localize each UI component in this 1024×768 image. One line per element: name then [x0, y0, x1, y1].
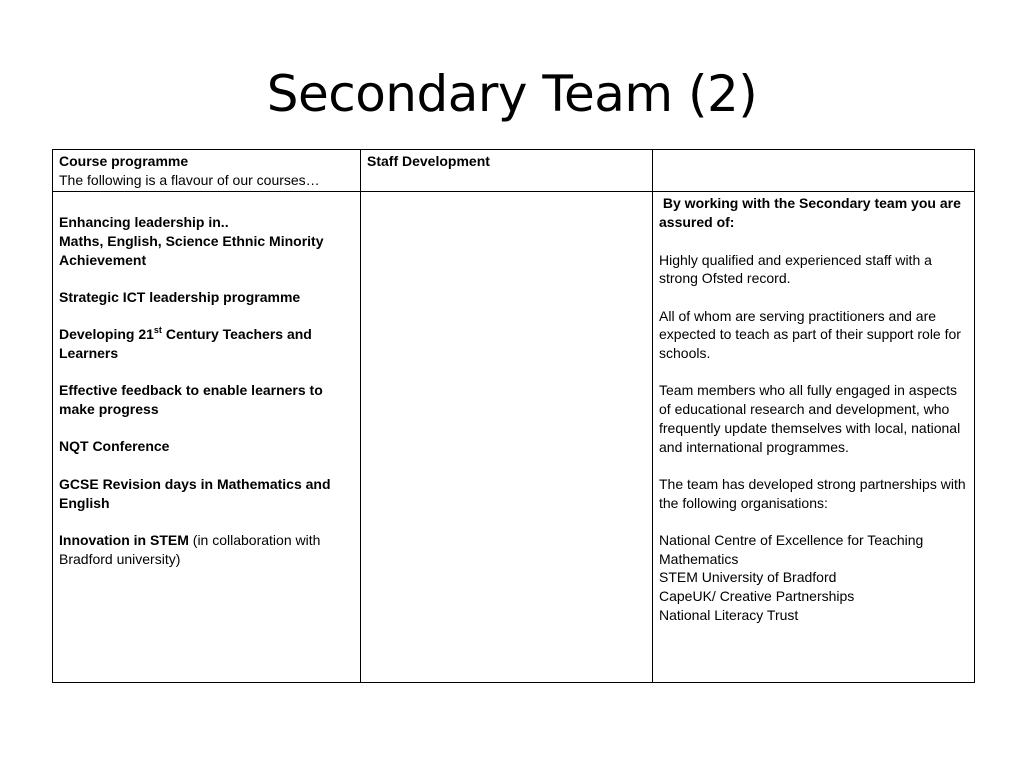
course-item-feedback: Effective feedback to enable learners to make progress — [59, 382, 323, 418]
course-item-stem-note: (in collaboration with Bradford university) — [59, 531, 321, 567]
course-item-21st-post: Century Teachers and Learners — [59, 326, 312, 361]
course-item-stem-title: Innovation in STEM — [59, 531, 189, 548]
courses-cell — [53, 192, 361, 683]
content-table — [52, 149, 975, 683]
org-list-item: STEM University of Bradford — [659, 569, 837, 586]
assurance-para-research: Team members who all fully engaged in aspects of educational research and development, who frequently update themselves with local, national and international programmes. — [659, 382, 961, 455]
assurance-heading: By working with the Secondary team you are assured of: — [659, 195, 965, 231]
assurance-para-staff: Highly qualified and experienced staff with a strong Ofsted record. — [659, 251, 932, 287]
table-header-row — [53, 150, 975, 192]
course-item-stem — [59, 531, 354, 568]
org-list-item: National Literacy Trust — [659, 606, 799, 623]
course-programme-subtitle: The following is a flavour of our courses… — [59, 171, 320, 188]
org-list-item: National Centre of Excellence for Teaching Mathematics — [659, 531, 924, 567]
course-item-21st-century — [59, 325, 354, 362]
table-body-row — [53, 192, 975, 683]
staff-development-cell — [361, 192, 653, 683]
course-item-gcse: GCSE Revision days in Mathematics and English — [59, 475, 331, 511]
header-cell-course-programme — [53, 150, 361, 192]
header-cell-staff-development — [361, 150, 653, 192]
slide-title: Secondary Team (2) — [266, 65, 758, 123]
assurance-cell — [653, 192, 975, 683]
header-cell-empty — [653, 150, 975, 192]
org-list-item: CapeUK/ Creative Partnerships — [659, 588, 855, 605]
staff-development-heading: Staff Development — [367, 153, 490, 169]
assurance-para-partnerships: The team has developed strong partnerships with the following organisations: — [659, 475, 966, 511]
course-item-nqt: NQT Conference — [59, 438, 170, 455]
course-programme-heading: Course programme — [59, 153, 189, 169]
course-item-leadership-title: Enhancing leadership in.. — [59, 214, 229, 231]
assurance-para-practitioners: All of whom are serving practitioners and are expected to teach as part of their support role for schools. — [659, 307, 961, 361]
course-item-21st-sup: st — [153, 325, 162, 336]
course-item-21st-pre: Developing 21 — [59, 326, 154, 343]
course-item-ict: Strategic ICT leadership programme — [59, 288, 301, 305]
course-item-leadership-subjects: Maths, English, Science Ethnic Minority Achievement — [59, 232, 324, 268]
